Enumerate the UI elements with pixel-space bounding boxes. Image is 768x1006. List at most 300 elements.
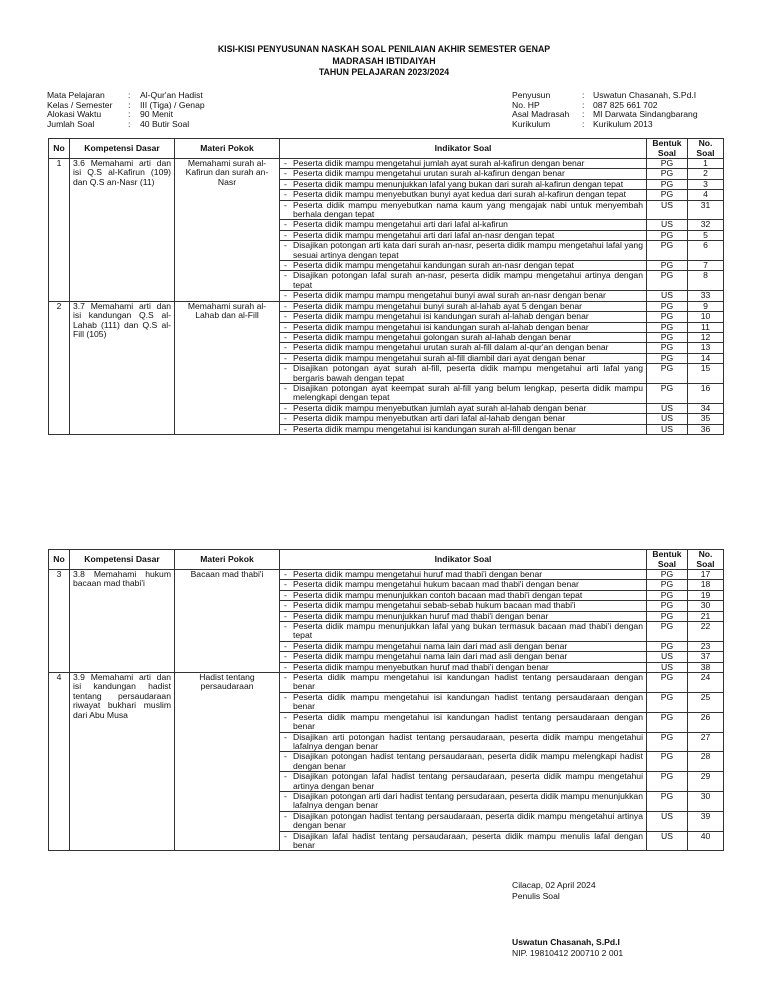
indikator-text: Peserta didik mampu menyebutkan nama kaum yang mengajak nabi untuk menyembah berhala dengan tepat bbox=[293, 199, 643, 220]
indikator-soal bbox=[280, 332, 647, 342]
info-label: Asal Madrasah bbox=[512, 109, 570, 120]
info-label: Mata Pelajaran bbox=[47, 90, 105, 100]
signer-name: Uswatun Chasanah, S.Pd.I bbox=[512, 937, 620, 947]
signature-block bbox=[512, 937, 623, 959]
bullet-dash: - bbox=[284, 311, 287, 322]
bullet-dash: - bbox=[284, 661, 287, 672]
no-soal: 8 bbox=[688, 271, 724, 291]
no-soal: 6 bbox=[688, 241, 724, 261]
no-soal: 12 bbox=[688, 332, 724, 342]
no-soal: 1 bbox=[688, 159, 724, 169]
bullet-dash: - bbox=[284, 199, 287, 210]
indikator-item bbox=[284, 180, 643, 189]
indikator-item bbox=[284, 364, 643, 383]
indikator-soal bbox=[280, 641, 647, 651]
materi-pokok: Bacaan mad thabi'i bbox=[175, 570, 280, 673]
indikator-text: Peserta didik mampu mengetahui isi kandungan surah al-fill dengan benar bbox=[293, 423, 576, 434]
info-separator: : bbox=[128, 118, 131, 129]
indikator-text: Peserta didik mampu menunjukkan contoh bacaan mad thabi'i dengan tepat bbox=[293, 589, 583, 600]
bullet-dash: - bbox=[284, 790, 287, 801]
indikator-text: Disajikan lafal hadist tentang persaudaraan, peserta didik mampu menulis lafal dengan benar bbox=[293, 830, 643, 850]
no-soal: 7 bbox=[688, 261, 724, 271]
indikator-soal bbox=[280, 261, 647, 271]
kompetensi-dasar: 3.6 Memahami arti dan isi Q.S al-Kafirun (109) dan Q.S an-Nasr (11) bbox=[70, 159, 175, 302]
bentuk-soal: US bbox=[647, 831, 688, 851]
bentuk-soal: PG bbox=[647, 230, 688, 240]
signer-nip: NIP. 19810412 200710 2 001 bbox=[512, 948, 624, 958]
indikator-text: Disajikan potongan arti kata dari surah an-nasr, peserta didik mampu mengetahui lafal yang sesuai artinya dengan tepat bbox=[293, 240, 643, 260]
indikator-text: Peserta didik mampu mengetahui isi kandungan surah al-lahab dengan benar bbox=[293, 311, 589, 322]
no-soal: 3 bbox=[688, 179, 724, 189]
col-no: No bbox=[49, 550, 70, 570]
no-soal: 33 bbox=[688, 291, 724, 301]
row-number: 4 bbox=[49, 673, 70, 851]
col-no: No bbox=[49, 139, 70, 159]
no-soal: 14 bbox=[688, 353, 724, 363]
indikator-soal bbox=[280, 241, 647, 261]
bullet-dash: - bbox=[284, 610, 287, 621]
indikator-text: Peserta didik mampu menunjukkan lafal yang bukan dari surah al-kafirun dengan tepat bbox=[293, 178, 624, 189]
indikator-item bbox=[284, 622, 643, 641]
indikator-soal bbox=[280, 169, 647, 179]
no-soal: 16 bbox=[688, 383, 724, 403]
indikator-item bbox=[284, 302, 643, 311]
bullet-dash: - bbox=[284, 219, 287, 230]
bullet-dash: - bbox=[284, 168, 287, 179]
bentuk-soal: US bbox=[647, 424, 688, 434]
bullet-dash: - bbox=[284, 229, 287, 240]
bentuk-soal: PG bbox=[647, 159, 688, 169]
table-row bbox=[49, 673, 724, 693]
info-value: Al-Qur'an Hadist bbox=[140, 90, 203, 100]
no-soal: 26 bbox=[688, 712, 724, 732]
bentuk-soal: PG bbox=[647, 190, 688, 200]
bentuk-soal: PG bbox=[647, 752, 688, 772]
indikator-soal bbox=[280, 590, 647, 600]
no-soal: 40 bbox=[688, 831, 724, 851]
bullet-dash: - bbox=[284, 189, 287, 200]
no-soal: 21 bbox=[688, 611, 724, 621]
indikator-soal bbox=[280, 353, 647, 363]
bentuk-soal: PG bbox=[647, 611, 688, 621]
indikator-soal bbox=[280, 312, 647, 322]
indikator-item bbox=[284, 343, 643, 352]
no-soal: 32 bbox=[688, 220, 724, 230]
bullet-dash: - bbox=[284, 423, 287, 434]
info-separator: : bbox=[582, 90, 585, 100]
info-separator: : bbox=[128, 90, 131, 100]
indikator-soal bbox=[280, 811, 647, 831]
indikator-soal bbox=[280, 301, 647, 311]
bentuk-soal: PG bbox=[647, 261, 688, 271]
no-soal: 30 bbox=[688, 791, 724, 811]
bentuk-soal: PG bbox=[647, 343, 688, 353]
info-value: Uswatun Chasanah, S.Pd.I bbox=[593, 90, 697, 100]
bullet-dash: - bbox=[284, 382, 287, 393]
bullet-dash: - bbox=[284, 352, 287, 363]
bullet-dash: - bbox=[284, 621, 287, 632]
indikator-text: Disajikan potongan lafal surah an-nasr, peserta didik mampu mengetahui artinya dengan tepat bbox=[293, 270, 643, 290]
indikator-soal bbox=[280, 414, 647, 424]
no-soal: 5 bbox=[688, 230, 724, 240]
bullet-dash: - bbox=[284, 751, 287, 762]
bentuk-soal: PG bbox=[647, 301, 688, 311]
indikator-item bbox=[284, 159, 643, 168]
signer-role: Penulis Soal bbox=[512, 891, 560, 901]
kompetensi-dasar: 3.7 Memahami arti dan isi kandungan Q.S al-Lahab (111) dan Q.S al-Fill (105) bbox=[70, 301, 175, 434]
indikator-item bbox=[284, 271, 643, 290]
indikator-soal bbox=[280, 622, 647, 642]
indikator-item bbox=[284, 261, 643, 270]
kisi-kisi-table-2 bbox=[48, 549, 724, 851]
indikator-soal bbox=[280, 831, 647, 851]
indikator-item bbox=[284, 201, 643, 220]
info-left bbox=[47, 91, 205, 129]
indikator-soal bbox=[280, 601, 647, 611]
indikator-soal bbox=[280, 291, 647, 301]
info-separator: : bbox=[582, 109, 585, 120]
indikator-item bbox=[284, 323, 643, 332]
no-soal: 11 bbox=[688, 322, 724, 332]
col-no-soal: No. Soal bbox=[688, 139, 724, 159]
indikator-item bbox=[284, 663, 643, 672]
no-soal: 30 bbox=[688, 601, 724, 611]
indikator-text: Peserta didik mampu mengetahui nama lain dari mad asli dengan benar bbox=[293, 651, 568, 662]
bentuk-soal: PG bbox=[647, 570, 688, 580]
place-date: Cilacap, 02 April 2024 bbox=[512, 880, 596, 890]
bentuk-soal: PG bbox=[647, 772, 688, 792]
indikator-item bbox=[284, 404, 643, 413]
indikator-soal bbox=[280, 364, 647, 384]
bentuk-soal: PG bbox=[647, 732, 688, 752]
indikator-text: Peserta didik mampu menyebutkan arti dari lafal al-lahab dengan benar bbox=[293, 413, 566, 424]
indikator-soal bbox=[280, 662, 647, 672]
bentuk-soal: PG bbox=[647, 241, 688, 261]
indikator-text: Peserta didik mampu menunjukkan huruf mad thabi'i dengan benar bbox=[293, 610, 549, 621]
indikator-text: Peserta didik mampu mengetahui urutan surah al-kafirun dengan benar bbox=[293, 168, 565, 179]
bullet-dash: - bbox=[284, 270, 287, 281]
col-no-soal: No. Soal bbox=[688, 550, 724, 570]
indikator-text: Peserta didik mampu mengetahui arti dari lafal an-nasr dengan tepat bbox=[293, 229, 555, 240]
no-soal: 10 bbox=[688, 312, 724, 322]
indikator-item bbox=[284, 169, 643, 178]
indikator-text: Peserta didik mampu mengetahui surah al-fill diambil dari ayat dengan benar bbox=[293, 352, 586, 363]
indikator-text: Peserta didik mampu mengetahui isi kandungan hadist tentang persaudaraan dengan benar bbox=[293, 672, 643, 692]
col-indikator-soal: Indikator Soal bbox=[280, 550, 647, 570]
row-number: 1 bbox=[49, 159, 70, 302]
bullet-dash: - bbox=[284, 331, 287, 342]
bentuk-soal: PG bbox=[647, 641, 688, 651]
no-soal: 22 bbox=[688, 622, 724, 642]
kisi-kisi-table-1 bbox=[48, 138, 724, 435]
bentuk-soal: PG bbox=[647, 332, 688, 342]
indikator-item bbox=[284, 312, 643, 321]
bullet-dash: - bbox=[284, 589, 287, 600]
signature-place-date bbox=[512, 880, 596, 902]
col-bentuk-soal: Bentuk Soal bbox=[647, 139, 688, 159]
bentuk-soal: PG bbox=[647, 601, 688, 611]
no-soal: 29 bbox=[688, 772, 724, 792]
col-kompetensi-dasar: Kompetensi Dasar bbox=[70, 139, 175, 159]
bullet-dash: - bbox=[284, 402, 287, 413]
indikator-text: Peserta didik mampu mengetahui kandungan surah an-nasr dengan tepat bbox=[293, 260, 574, 271]
indikator-text: Peserta didik mampu menyebutkan jumlah ayat surah al-lahab dengan benar bbox=[293, 402, 587, 413]
bullet-dash: - bbox=[284, 178, 287, 189]
info-label: Alokasi Waktu bbox=[47, 109, 102, 120]
materi-pokok: Hadist tentang persaudaraan bbox=[175, 673, 280, 851]
bentuk-soal: PG bbox=[647, 580, 688, 590]
indikator-item bbox=[284, 570, 643, 579]
indikator-text: Disajikan potongan ayat surah al-fill, peserta didik mampu mengetahui arti lafal yang bergaris bawah dengan tepat bbox=[293, 363, 643, 383]
no-soal: 2 bbox=[688, 169, 724, 179]
indikator-soal bbox=[280, 230, 647, 240]
indikator-item bbox=[284, 190, 643, 199]
bullet-dash: - bbox=[284, 731, 287, 742]
bentuk-soal: PG bbox=[647, 622, 688, 642]
col-kompetensi-dasar: Kompetensi Dasar bbox=[70, 550, 175, 570]
indikator-text: Peserta didik mampu mampu mengetahui bunyi awal surah an-nasr dengan benar bbox=[293, 290, 606, 301]
indikator-item bbox=[284, 693, 643, 712]
no-soal: 23 bbox=[688, 641, 724, 651]
no-soal: 18 bbox=[688, 580, 724, 590]
indikator-text: Peserta didik mampu mengetahui sebab-sebab hukum bacaan mad thabi'i bbox=[293, 600, 576, 611]
indikator-text: Peserta didik mampu menunjukkan lafal yang bukan termasuk bacaan mad thabi'i dengan tepat bbox=[293, 621, 643, 641]
indikator-text: Disajikan arti potongan hadist tentang persaudaraan, peserta didik mampu mengetahui lafalnya dengan benar bbox=[293, 731, 643, 751]
info-separator: : bbox=[128, 109, 131, 120]
indikator-text: Peserta didik mampu menyebutkan bunyi ayat kedua dari surah al-kafirun dengan tepat bbox=[293, 189, 626, 200]
no-soal: 34 bbox=[688, 403, 724, 413]
info-row bbox=[512, 120, 698, 130]
indikator-text: Peserta didik mampu mengetahui isi kandungan hadist tentang persaudaraan dengan benar bbox=[293, 691, 643, 712]
no-soal: 13 bbox=[688, 343, 724, 353]
no-soal: 35 bbox=[688, 414, 724, 424]
indikator-item bbox=[284, 733, 643, 752]
indikator-soal bbox=[280, 712, 647, 732]
info-separator: : bbox=[128, 99, 131, 110]
col-bentuk-soal: Bentuk Soal bbox=[647, 550, 688, 570]
info-value: 40 Butir Soal bbox=[140, 118, 190, 129]
indikator-soal bbox=[280, 190, 647, 200]
title-line-1: KISI-KISI PENYUSUNAN NASKAH SOAL PENILAIAN AKHIR SEMESTER GENAP bbox=[217, 44, 551, 54]
indikator-item bbox=[284, 713, 643, 732]
info-value: III (Tiga) / Genap bbox=[140, 99, 205, 110]
indikator-item bbox=[284, 291, 643, 300]
indikator-soal bbox=[280, 343, 647, 353]
indikator-item bbox=[284, 354, 643, 363]
indikator-text: Peserta didik mampu mengetahui hukum bacaan mad thabi'i dengan benar bbox=[293, 579, 579, 590]
indikator-item bbox=[284, 832, 643, 851]
info-value: 90 Menit bbox=[140, 109, 173, 120]
kompetensi-dasar: 3.8 Memahami hukum bacaan mad thabi'i bbox=[70, 570, 175, 673]
indikator-soal bbox=[280, 179, 647, 189]
bullet-dash: - bbox=[284, 342, 287, 353]
bullet-dash: - bbox=[284, 290, 287, 301]
indikator-item bbox=[284, 642, 643, 651]
no-soal: 19 bbox=[688, 590, 724, 600]
indikator-item bbox=[284, 792, 643, 811]
indikator-soal bbox=[280, 403, 647, 413]
info-value: 087 825 661 702 bbox=[593, 99, 658, 110]
indikator-soal bbox=[280, 772, 647, 792]
indikator-soal bbox=[280, 791, 647, 811]
info-label: Penyusun bbox=[512, 90, 551, 100]
bullet-dash: - bbox=[284, 158, 287, 168]
info-row bbox=[47, 120, 205, 130]
indikator-item bbox=[284, 220, 643, 229]
bentuk-soal: PG bbox=[647, 353, 688, 363]
indikator-item bbox=[284, 612, 643, 621]
indikator-item bbox=[284, 241, 643, 260]
bentuk-soal: PG bbox=[647, 673, 688, 693]
indikator-text: Peserta didik mampu mengetahui isi kandungan hadist tentang persaudaraan dengan benar bbox=[293, 711, 643, 732]
indikator-soal bbox=[280, 611, 647, 621]
table-row bbox=[49, 159, 724, 169]
no-soal: 36 bbox=[688, 424, 724, 434]
bentuk-soal: US bbox=[647, 652, 688, 662]
bullet-dash: - bbox=[284, 569, 287, 579]
indikator-item bbox=[284, 591, 643, 600]
no-soal: 17 bbox=[688, 570, 724, 580]
bentuk-soal: PG bbox=[647, 179, 688, 189]
bentuk-soal: PG bbox=[647, 791, 688, 811]
info-label: Kelas / Semester bbox=[47, 99, 113, 110]
no-soal: 28 bbox=[688, 752, 724, 772]
bullet-dash: - bbox=[284, 321, 287, 332]
bullet-dash: - bbox=[284, 363, 287, 374]
indikator-text: Peserta didik mampu mengetahui jumlah ayat surah al-kafirun dengan benar bbox=[293, 158, 585, 168]
bentuk-soal: US bbox=[647, 662, 688, 672]
no-soal: 4 bbox=[688, 190, 724, 200]
bentuk-soal: US bbox=[647, 403, 688, 413]
indikator-soal bbox=[280, 673, 647, 693]
indikator-item bbox=[284, 384, 643, 403]
indikator-text: Disajikan potongan ayat keempat surah al-fill yang belum lengkap, peserta didik mampu melengkapi dengan tepat bbox=[293, 382, 643, 403]
indikator-text: Peserta didik mampu mengetahui bunyi surah al-lahab ayat 5 dengan benar bbox=[293, 300, 583, 311]
bentuk-soal: US bbox=[647, 811, 688, 831]
bentuk-soal: PG bbox=[647, 383, 688, 403]
col-indikator-soal: Indikator Soal bbox=[280, 139, 647, 159]
bullet-dash: - bbox=[284, 651, 287, 662]
no-soal: 39 bbox=[688, 811, 724, 831]
bentuk-soal: PG bbox=[647, 364, 688, 384]
title-line-3: TAHUN PELAJARAN 2023/2024 bbox=[318, 67, 450, 77]
indikator-soal bbox=[280, 652, 647, 662]
bentuk-soal: PG bbox=[647, 271, 688, 291]
table-row bbox=[49, 570, 724, 580]
indikator-text: Peserta didik mampu mengetahui isi kandungan surah al-lahab dengan benar bbox=[293, 321, 589, 332]
indikator-text: Peserta didik mampu mengetahui urutan surah al-fill dalam al-qur'an dengan benar bbox=[293, 342, 609, 353]
indikator-item bbox=[284, 414, 643, 423]
no-soal: 37 bbox=[688, 652, 724, 662]
no-soal: 25 bbox=[688, 692, 724, 712]
bullet-dash: - bbox=[284, 711, 287, 722]
indikator-item bbox=[284, 652, 643, 661]
bentuk-soal: US bbox=[647, 220, 688, 230]
bentuk-soal: PG bbox=[647, 692, 688, 712]
info-right bbox=[512, 91, 698, 129]
bentuk-soal: PG bbox=[647, 322, 688, 332]
bullet-dash: - bbox=[284, 640, 287, 651]
kompetensi-dasar: 3.9 Memahami arti dan isi kandungan hadist tentang persaudaraan riwayat bukhari muslim dari Abu Musa bbox=[70, 673, 175, 851]
bullet-dash: - bbox=[284, 771, 287, 782]
no-soal: 24 bbox=[688, 673, 724, 693]
info-value: MI Darwata Sindangbarang bbox=[593, 109, 698, 120]
info-label: Jumlah Soal bbox=[47, 118, 95, 129]
bentuk-soal: US bbox=[647, 414, 688, 424]
indikator-item bbox=[284, 580, 643, 589]
indikator-text: Disajikan potongan hadist tentang persaudaraan, peserta didik mampu melengkapi hadist dengan benar bbox=[293, 751, 643, 771]
bullet-dash: - bbox=[284, 300, 287, 311]
info-label: No. HP bbox=[512, 99, 540, 110]
document-title bbox=[0, 44, 768, 79]
title-line-2: MADRASAH IBTIDAIYAH bbox=[332, 55, 436, 66]
indikator-text: Peserta didik mampu mengetahui arti dari lafal al-kafirun bbox=[293, 219, 508, 230]
indikator-soal bbox=[280, 271, 647, 291]
bullet-dash: - bbox=[284, 260, 287, 271]
materi-pokok: Memahami surah al-Kafirun dan surah an-Nasr bbox=[175, 159, 280, 302]
info-separator: : bbox=[582, 99, 585, 110]
bentuk-soal: US bbox=[647, 200, 688, 220]
no-soal: 9 bbox=[688, 301, 724, 311]
indikator-soal bbox=[280, 692, 647, 712]
materi-pokok: Memahami surah al-Lahab dan al-Fill bbox=[175, 301, 280, 434]
indikator-item bbox=[284, 812, 643, 831]
bullet-dash: - bbox=[284, 600, 287, 611]
info-label: Kurikulum bbox=[512, 118, 551, 129]
indikator-text: Disajikan potongan arti dari hadist tentang persudaraan, peserta didik mampu menunjukkan lafalnya dengan benar bbox=[293, 790, 643, 811]
col-materi-pokok: Materi Pokok bbox=[175, 550, 280, 570]
indikator-item bbox=[284, 333, 643, 342]
bentuk-soal: PG bbox=[647, 169, 688, 179]
row-number: 3 bbox=[49, 570, 70, 673]
indikator-item bbox=[284, 601, 643, 610]
no-soal: 27 bbox=[688, 732, 724, 752]
bullet-dash: - bbox=[284, 810, 287, 821]
no-soal: 31 bbox=[688, 200, 724, 220]
indikator-soal bbox=[280, 732, 647, 752]
indikator-item bbox=[284, 231, 643, 240]
indikator-soal bbox=[280, 220, 647, 230]
indikator-item bbox=[284, 673, 643, 692]
indikator-item bbox=[284, 425, 643, 434]
bullet-dash: - bbox=[284, 579, 287, 590]
indikator-soal bbox=[280, 424, 647, 434]
indikator-text: Disajikan potongan hadist tentang persaudaraan, peserta didik mampu mengetahui artinya dengan benar bbox=[293, 810, 643, 831]
indikator-soal bbox=[280, 159, 647, 169]
bullet-dash: - bbox=[284, 240, 287, 251]
row-number: 2 bbox=[49, 301, 70, 434]
indikator-text: Peserta didik mampu menyebutkan huruf mad thabi'i dengan benar bbox=[293, 661, 549, 672]
bentuk-soal: PG bbox=[647, 712, 688, 732]
indikator-soal bbox=[280, 752, 647, 772]
bullet-dash: - bbox=[284, 830, 287, 841]
info-separator: : bbox=[582, 118, 585, 129]
no-soal: 38 bbox=[688, 662, 724, 672]
indikator-text: Peserta didik mampu mengetahui nama lain dari mad asli dengan benar bbox=[293, 640, 568, 651]
indikator-soal bbox=[280, 322, 647, 332]
bentuk-soal: PG bbox=[647, 312, 688, 322]
indikator-text: Peserta didik mampu mengetahui golongan surah al-lahab dengan benar bbox=[293, 331, 572, 342]
col-materi-pokok: Materi Pokok bbox=[175, 139, 280, 159]
bullet-dash: - bbox=[284, 672, 287, 683]
indikator-soal bbox=[280, 383, 647, 403]
bentuk-soal: PG bbox=[647, 590, 688, 600]
indikator-soal bbox=[280, 200, 647, 220]
indikator-soal bbox=[280, 580, 647, 590]
indikator-item bbox=[284, 752, 643, 771]
indikator-soal bbox=[280, 570, 647, 580]
indikator-item bbox=[284, 772, 643, 791]
